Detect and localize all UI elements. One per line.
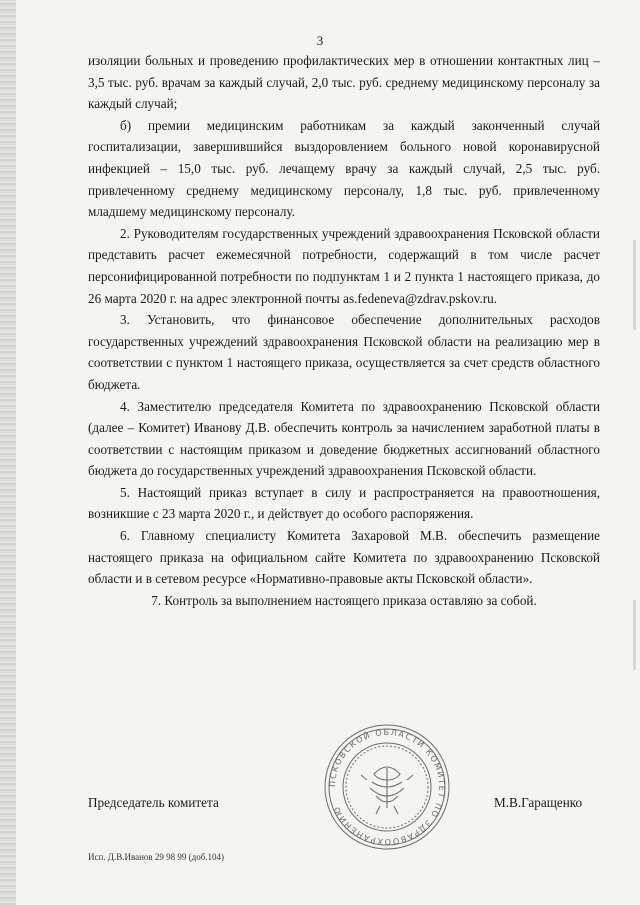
page-number: 3 (316, 33, 324, 48)
paragraph-item-7: 7. Контроль за выполнением настоящего приказа оставляю за собой. (151, 592, 537, 608)
scan-margin-artifact (633, 240, 636, 330)
paragraph-item-6: 6. Главному специалисту Комитета Захаровой М.В. обеспечить размещение настоящего приказа на официальном сайте Комитета по здравоохранению Псковской области и в сетевом ресурсе «Нормативно-правовые акты Псковской области». (88, 528, 600, 587)
scan-edge-shadow (0, 0, 16, 905)
coat-of-arms-emblem (361, 767, 413, 814)
paragraph-continuation: изоляции больных и проведению профилактических мер в отношении контактных лиц – 3,5 тыс. руб. врачам за каждый случай, 2,0 тыс. руб. среднему медицинскому персоналу за каждый случай; (88, 53, 600, 112)
stamp-ring-text: ПСКОВСКОЙ ОБЛАСТИ КОМИТЕТ ПО ЗДРАВООХРАНЕНИЮ (327, 727, 447, 847)
paragraph-item-4: 4. Заместителю председателя Комитета по здравоохранению Псковской области (далее – Комитет) Иванову Д.В. обеспечить контроль за начислением заработной платы в соответствии с настоящим приказом и доведение бюджетных ассигнований областного бюджета до государственных учреждений здравоохранения Псковской области. (88, 398, 600, 479)
executor-contact: Исп. Д.В.Иванов 29 98 99 (доб.104) (88, 852, 225, 862)
paragraph-item-3: 3. Установить, что финансовое обеспечение дополнительных расходов государственных учреждений здравоохранения Псковской области на реализацию мер в соответствии с пунктом 1 настоящего приказа, осуществляется за счет средств областного бюджета. (88, 312, 600, 392)
signatory-name: М.В.Гаращенко (494, 795, 583, 810)
document-body (88, 50, 600, 611)
signatory-position: Председатель комитета (88, 795, 219, 810)
official-seal-stamp (322, 722, 452, 852)
paragraph-item-5: 5. Настоящий приказ вступает в силу и распространяется на правоотношения, возникшие с 23 марта 2020 г., и действует до особого распоряжения. (88, 484, 600, 522)
paragraph-subitem-b: б) премии медицинским работникам за каждый законченный случай госпитализации, завершившийся выздоровлением больного новой коронавирусной инфекцией – 15,0 тыс. руб. лечащему врачу за каждый случай, 2,5 тыс. руб. привлеченному среднему медицинскому персоналу, 1,8 тыс. руб. привлеченному младшему медицинскому персоналу. (88, 117, 600, 220)
scan-margin-artifact (633, 600, 636, 670)
paragraph-item-2: 2. Руководителям государственных учреждений здравоохранения Псковской области представить расчет ежемесячной потребности, содержащий в том числе расчет персонифицированной потребности по подпунктам 1 и 2 пункта 1 настоящего приказа, до 26 марта 2020 г. на адрес электронной почты as.fedeneva@zdrav.pskov.ru. (88, 225, 600, 306)
